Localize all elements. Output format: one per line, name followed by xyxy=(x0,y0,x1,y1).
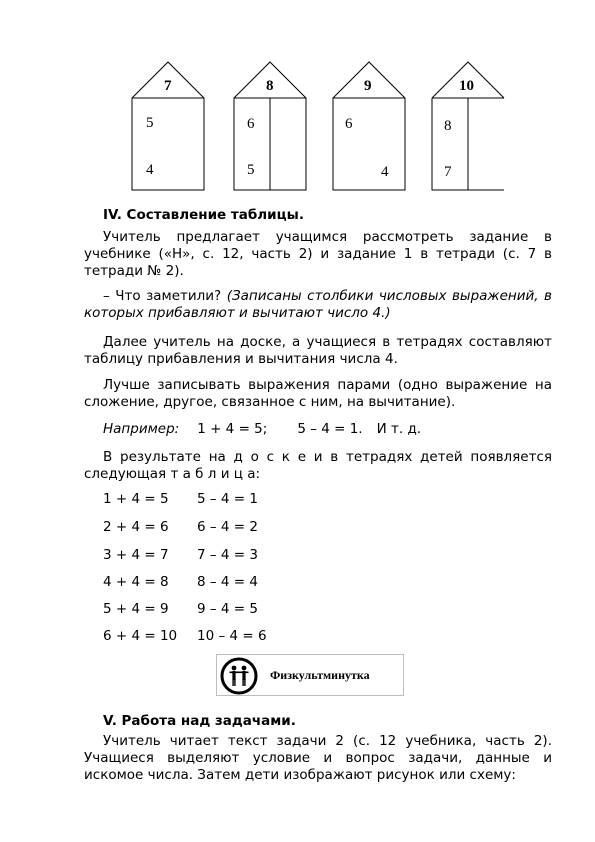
house-8-top: 6 xyxy=(247,116,255,132)
section-4-paragraph-4: Лучше записывать выражения парами (одно выражение на сложение, другое, связанное с ним, на вычитание). xyxy=(84,377,552,410)
question-text: – Что заметили? xyxy=(103,288,227,304)
p6-mid: и в тетрадях детей появляется следующая xyxy=(84,449,553,482)
house-7-top: 5 xyxy=(146,115,154,131)
house-10-roof: 10 xyxy=(459,78,474,94)
table-row-4-sub: 8 – 4 = 4 xyxy=(197,574,258,590)
table-row-3-add: 3 + 4 = 7 xyxy=(103,547,169,563)
section-4-paragraph-3: Далее учитель на доске, а учащиеся в тетрадях составляют таблицу прибавления и вычитания числа 4. xyxy=(84,334,552,367)
house-8-bottom: 5 xyxy=(247,162,255,178)
table-row-4-add: 4 + 4 = 8 xyxy=(103,574,169,590)
house-9-bottom-right: 4 xyxy=(381,164,389,180)
exercise-break-badge xyxy=(216,654,404,696)
table-row-5-sub: 9 – 4 = 5 xyxy=(197,601,258,617)
section-5-heading: V. Работа над задачами. xyxy=(103,713,296,729)
table-row-6-add: 6 + 4 = 10 xyxy=(103,628,178,644)
example-3: И т. д. xyxy=(376,421,422,437)
section-4-paragraph-1: Учитель предлагает учащимся рассмотреть задание в учебнике («Н», с. 12, часть 2) и задание 1 в тетради (с. 7 в тетради № 2). xyxy=(84,229,552,279)
table-row-6-sub: 10 – 4 = 6 xyxy=(197,628,267,644)
section-4-paragraph-6 xyxy=(84,449,552,483)
example-2: 5 – 4 = 1. xyxy=(297,421,363,437)
house-7-bottom: 4 xyxy=(146,162,154,178)
table-row-3-sub: 7 – 4 = 3 xyxy=(197,547,258,563)
exercise-figures-icon xyxy=(220,657,258,695)
p6-start: В результате на xyxy=(103,449,234,465)
p6-end: : xyxy=(255,466,261,482)
exercise-break-label: Физкультминутка xyxy=(270,668,370,682)
table-row-1-sub: 5 – 4 = 1 xyxy=(197,491,258,507)
house-8-roof: 8 xyxy=(266,78,274,94)
house-10-top: 8 xyxy=(444,118,452,134)
number-houses-illustration xyxy=(0,0,595,200)
example-label: Например: xyxy=(103,421,180,437)
house-10-bottom: 7 xyxy=(444,164,452,180)
section-4-heading: IV. Составление таблицы. xyxy=(103,207,304,223)
house-9-top: 6 xyxy=(345,116,353,132)
table-row-2-sub: 6 – 4 = 2 xyxy=(197,519,258,535)
table-row-1-add: 1 + 4 = 5 xyxy=(103,491,169,507)
example-line xyxy=(103,421,421,438)
house-9-roof: 9 xyxy=(364,78,372,94)
house-7-roof: 7 xyxy=(164,78,172,94)
section-4-question xyxy=(84,288,552,322)
table-row-2-add: 2 + 4 = 6 xyxy=(103,519,169,535)
example-1: 1 + 4 = 5; xyxy=(197,421,268,437)
section-5-paragraph-1: Учитель читает текст задачи 2 (с. 12 учебника, часть 2). Учащиеся выделяют условие и вопрос задачи, данные и искомое числа. Затем дети изображают рисунок или схему: xyxy=(84,733,552,783)
p6-spaced-table: т а б л и ц а xyxy=(170,466,256,482)
question-answer: (Записаны столбики числовых выражений, в которых прибавляют и вычитают число 4.) xyxy=(84,288,552,321)
p6-spaced-board: д о с к е xyxy=(233,449,307,465)
table-row-5-add: 5 + 4 = 9 xyxy=(103,601,169,617)
